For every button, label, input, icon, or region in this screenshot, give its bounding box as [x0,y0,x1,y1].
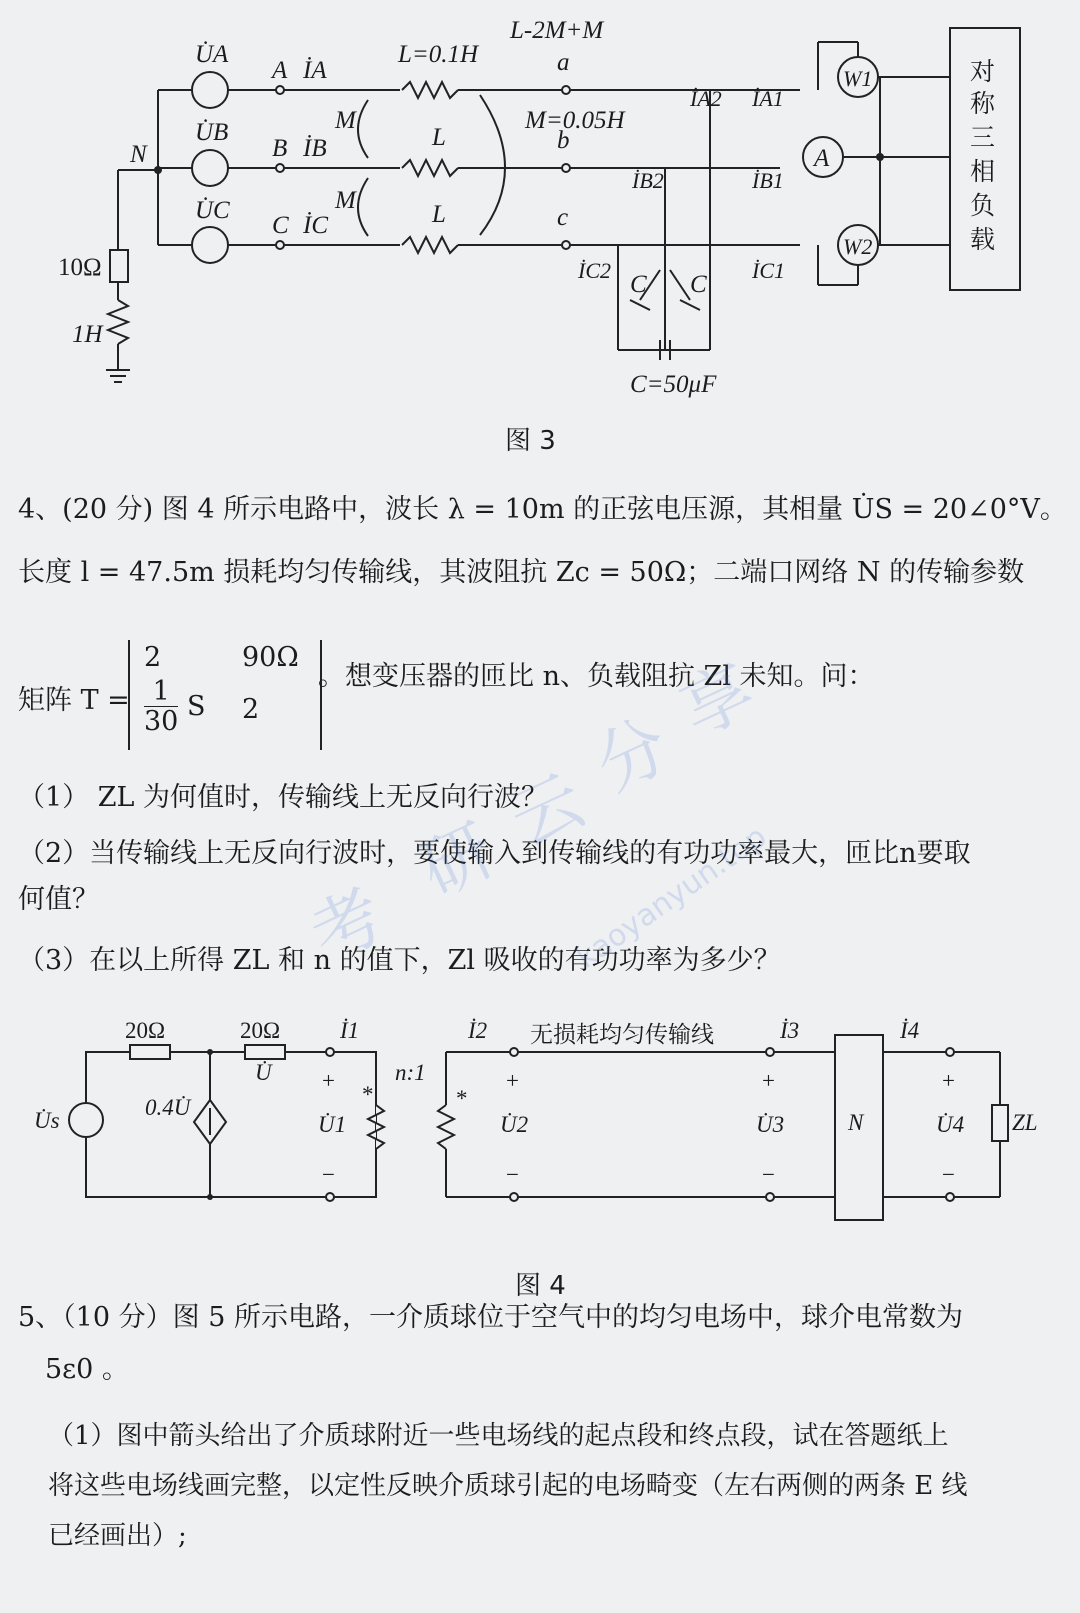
u1-plus: + [322,1068,335,1093]
q4-matrix-line [18,640,1058,760]
top-handwritten-note: L-2M+M [510,17,604,44]
inductor-a-label: L=0.1H [398,41,479,68]
u2-minus: − [506,1162,519,1187]
watermark-url: kaoyanyun.top [570,819,774,976]
current-b1-label: İB1 [752,168,784,193]
source-b-label: U̇B [195,119,229,146]
load-char-3: 三 [970,123,996,152]
current-a-label: İA [303,57,327,84]
source-c-label: U̇C [195,197,230,224]
load-char-1: 对 [970,57,996,86]
t-matrix [128,640,322,750]
q4-part-2-a: （2）当传输线上无反向行波时，要使输入到传输线的有功功率最大，匝比n要取 [18,838,971,869]
current-c1-label: İC1 [752,258,785,283]
load-char-4: 相 [970,157,996,186]
load-char-2: 称 [970,89,996,118]
u4-minus: − [942,1162,955,1187]
wattmeter-2-label: W2 [843,234,873,259]
current-a2-label: İA2 [690,86,722,111]
source-a-label: U̇A [195,41,229,68]
watermark-char-2: 研 [408,808,507,913]
mutual-value-label: M=0.05H [525,107,625,134]
capacitor-right-label: C [690,271,707,298]
q4-line-1: 4、(20 分) 图 4 所示电路中，波长 λ = 10m 的正弦电压源，其相量 U̇S = 20∠0°V。 [18,494,1067,525]
matrix-t21-num: 1 [144,678,178,707]
current-c-label: İC [303,212,328,239]
current-c2-label: İC2 [578,258,611,283]
inductor-b-label: L [432,124,446,151]
u4-label: U̇4 [936,1112,965,1137]
r1-label: 20Ω [125,1018,166,1043]
capacitor-left-label: C [630,271,647,298]
neutral-label: N [130,141,147,168]
u4-plus: + [942,1068,955,1093]
node-c-label: C [272,212,289,239]
current-b2-label: İB2 [632,168,664,193]
point-a-label: a [557,49,570,76]
u1-label: U̇1 [318,1112,347,1137]
q5-line-4: 将这些电场线画完整，以定性反映介质球引起的电场畸变（左右两侧的两条 E 线 [48,1471,968,1501]
star-secondary: * [456,1086,468,1111]
network-n-label: N [848,1110,864,1135]
u3-minus: − [762,1162,775,1187]
figure-3-circuit [0,0,1080,420]
ground-resistor-label: 10Ω [58,254,102,281]
matrix-t22: 2 [242,694,260,725]
q4-part-3: （3）在以上所得 ZL 和 n 的值下，Zl 吸收的有功功率为多少？ [18,945,781,976]
watermark-char-3: 云 [498,758,597,863]
q4-part-2-b: 何值？ [18,884,99,915]
i2-label: İ2 [468,1018,488,1043]
q5-line-5: 已经画出）; [48,1521,187,1551]
ground-inductor-label: 1H [72,321,103,348]
matrix-t11: 2 [144,642,162,673]
watermark-char-4: 分 [583,703,682,808]
matrix-t21 [144,678,205,737]
q4-line-3-tail: 。想变压器的匝比 n、负载阻抗 Zl 未知。问： [318,661,875,692]
figure-4-circuit [0,1010,1080,1250]
dep-source-label: 0.4U̇ [145,1095,191,1120]
matrix-t21-unit: S [186,691,206,722]
u1-minus: − [322,1162,335,1187]
u2-label: U̇2 [500,1112,529,1137]
us-label: U̇s [34,1108,60,1133]
star-primary: * [362,1082,374,1107]
q4-line-2: 长度 l = 47.5m 损耗均匀传输线，其波阻抗 Zc = 50Ω；二端口网络 N 的传输参数 [18,557,1025,588]
i3-label: İ3 [780,1018,800,1043]
node-a-label: A [272,57,288,84]
q5-line-3: （1）图中箭头给出了介质球附近一些电场线的起点段和终点段，试在答题纸上 [48,1421,949,1451]
q4-part-1: （1） ZL 为何值时，传输线上无反向行波？ [18,782,549,813]
point-c-label: c [557,204,569,231]
ratio-label: n:1 [395,1060,426,1085]
line-label: 无损耗均匀传输线 [530,1022,714,1048]
matrix-t12: 90Ω [242,642,299,673]
q5-line-1: 5、（10 分）图 5 所示电路，一介质球位于空气中的均匀电场中，球介电常数为 [18,1302,963,1333]
inductor-c-label: L [432,201,446,228]
load-char-6: 载 [970,225,996,254]
u2-plus: + [506,1068,519,1093]
capacitor-value-label: C=50μF [630,371,717,398]
matrix-t21-den: 30 [144,706,179,737]
u3-label: U̇3 [756,1112,785,1137]
current-b-label: İB [303,135,327,162]
current-a1-label: İA1 [752,86,784,111]
mutual-bc-label: M [335,187,356,214]
figure-4-caption: 图 4 [515,1271,566,1301]
q5-line-2: 5ε0 。 [45,1354,129,1385]
i1-label: İ1 [340,1018,360,1043]
u-label: U̇ [255,1060,272,1085]
load-char-5: 负 [970,191,996,220]
u3-plus: + [762,1068,775,1093]
ammeter-label: A [814,145,830,172]
zl-label: ZL [1012,1110,1038,1135]
wattmeter-1-label: W1 [843,66,873,91]
node-b-label: B [272,135,288,162]
r2-label: 20Ω [240,1018,281,1043]
matrix-label: 矩阵 T = [18,685,130,716]
watermark-char-1: 考 [298,873,397,978]
mutual-ab-label: M [335,107,356,134]
watermark-char-5: 享 [668,648,767,753]
i4-label: İ4 [900,1018,920,1043]
point-b-label: b [557,127,570,154]
figure-3-caption: 图 3 [505,426,556,456]
